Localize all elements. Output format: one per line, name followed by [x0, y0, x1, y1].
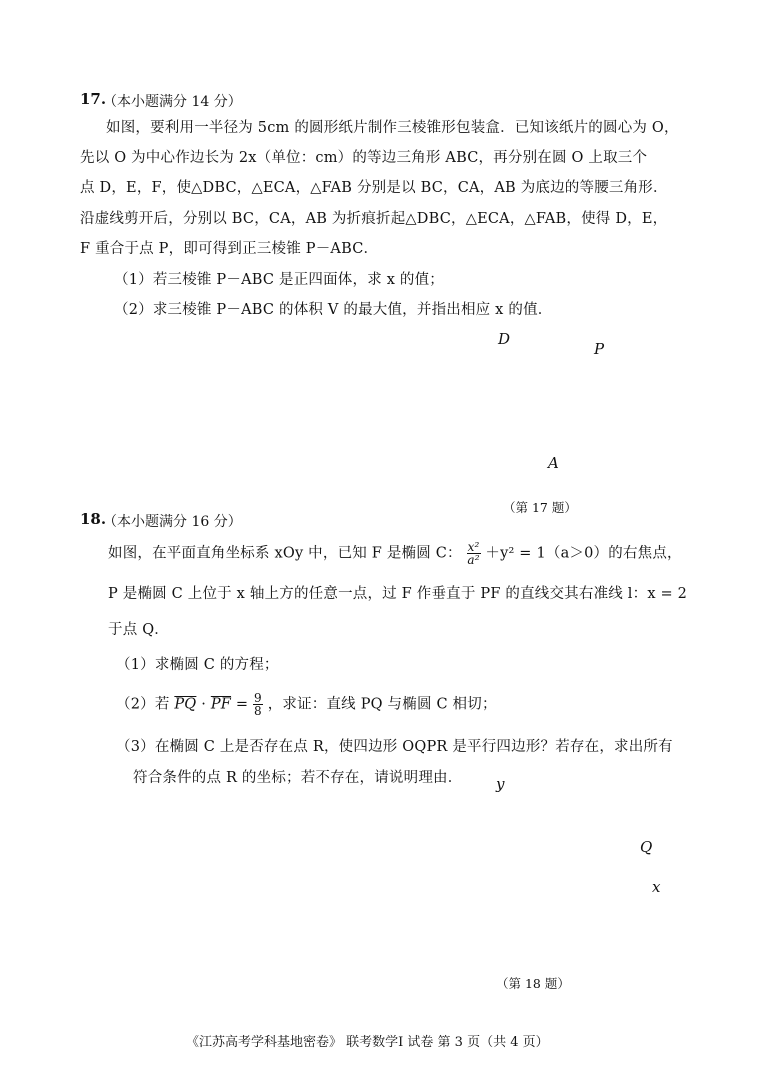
- q18-figure-label-x: x: [652, 878, 661, 896]
- q18-line-1: [108, 541, 682, 566]
- q18-subquestion-1: （1）求椭圆 C 的方程；: [116, 657, 279, 673]
- q17-line-4: 沿虚线剪开后，分别以 BC，CA，AB 为折痕折起△DBC，△ECA，△FAB，使得 D，E，: [80, 211, 668, 227]
- q17-line-3: 点 D，E，F，使△DBC，△ECA，△FAB 分别是以 BC，CA，AB 为底边的等腰三角形．: [80, 180, 668, 196]
- nine-eighths-fraction: [253, 692, 263, 717]
- q17-line-2: 先以 O 为中心作边长为 2x（单位：cm）的等边三角形 ABC，再分别在圆 O 上取三个: [80, 150, 648, 166]
- q18-line-1-end: ＋y² = 1（a＞0）的右焦点，: [485, 545, 682, 562]
- fraction-numerator-9: 9: [254, 691, 262, 705]
- dot-operator: ·: [201, 696, 207, 713]
- q18-subquestion-3-line-1: （3）在椭圆 C 上是否存在点 R，使四边形 OQPR 是平行四边形？若存在，求出所有: [116, 739, 673, 755]
- question-17-header: （本小题满分 14 分）: [103, 94, 242, 110]
- q17-figure-caption: （第 17 题）: [503, 500, 577, 515]
- q17-subquestion-2: （2）求三棱锥 P－ABC 的体积 V 的最大值，并指出相应 x 的值．: [114, 302, 553, 318]
- q17-line-1: 如图，要利用一半径为 5cm 的圆形纸片制作三棱锥形包装盒．已知该纸片的圆心为 O，: [106, 120, 679, 136]
- q18-sub2-start: （2）若: [116, 696, 170, 713]
- fraction-denominator-8: 8: [254, 704, 262, 718]
- q17-line-5: F 重合于点 P，即可得到正三棱锥 P－ABC．: [80, 241, 379, 257]
- q17-figure-label-a: A: [548, 454, 559, 472]
- q18-line-3: 于点 Q．: [108, 622, 169, 638]
- vector-pf: $\overline{PF}$: [210, 696, 232, 713]
- q18-figure-label-q: Q: [640, 838, 653, 856]
- page-footer: 《江苏高考学科基地密卷》 联考数学Ⅰ 试卷 第 3 页（共 4 页）: [186, 1035, 549, 1050]
- equals-sign: =: [235, 696, 249, 713]
- q17-figure-label-d: D: [498, 330, 511, 348]
- q18-sub2-end: ，求证：直线 PQ 与椭圆 C 相切；: [267, 696, 497, 713]
- fraction-denominator: a²: [467, 553, 480, 567]
- ellipse-fraction: [467, 541, 481, 566]
- vector-pq: $\overline{PQ}$: [174, 696, 197, 713]
- q18-line-1-start: 如图，在平面直角坐标系 xOy 中，已知 F 是椭圆 C：: [108, 545, 462, 562]
- q17-subquestion-1: （1）若三棱锥 P－ABC 是正四面体，求 x 的值；: [114, 272, 444, 288]
- question-18-number: 18.: [80, 510, 107, 528]
- question-18-header: （本小题满分 16 分）: [103, 514, 242, 530]
- q17-figure-label-p: P: [594, 340, 605, 358]
- q18-subquestion-3-line-2: 符合条件的点 R 的坐标；若不存在，请说明理由．: [133, 770, 463, 786]
- q18-figure-caption: （第 18 题）: [496, 976, 570, 991]
- q18-figure-label-y: y: [496, 775, 505, 793]
- q18-subquestion-2: [116, 692, 497, 717]
- question-17-number: 17.: [80, 90, 107, 108]
- q18-line-2: P 是椭圆 C 上位于 x 轴上方的任意一点，过 F 作垂直于 PF 的直线交其右准线 l：x = 2: [108, 586, 688, 602]
- fraction-numerator: x²: [467, 540, 480, 554]
